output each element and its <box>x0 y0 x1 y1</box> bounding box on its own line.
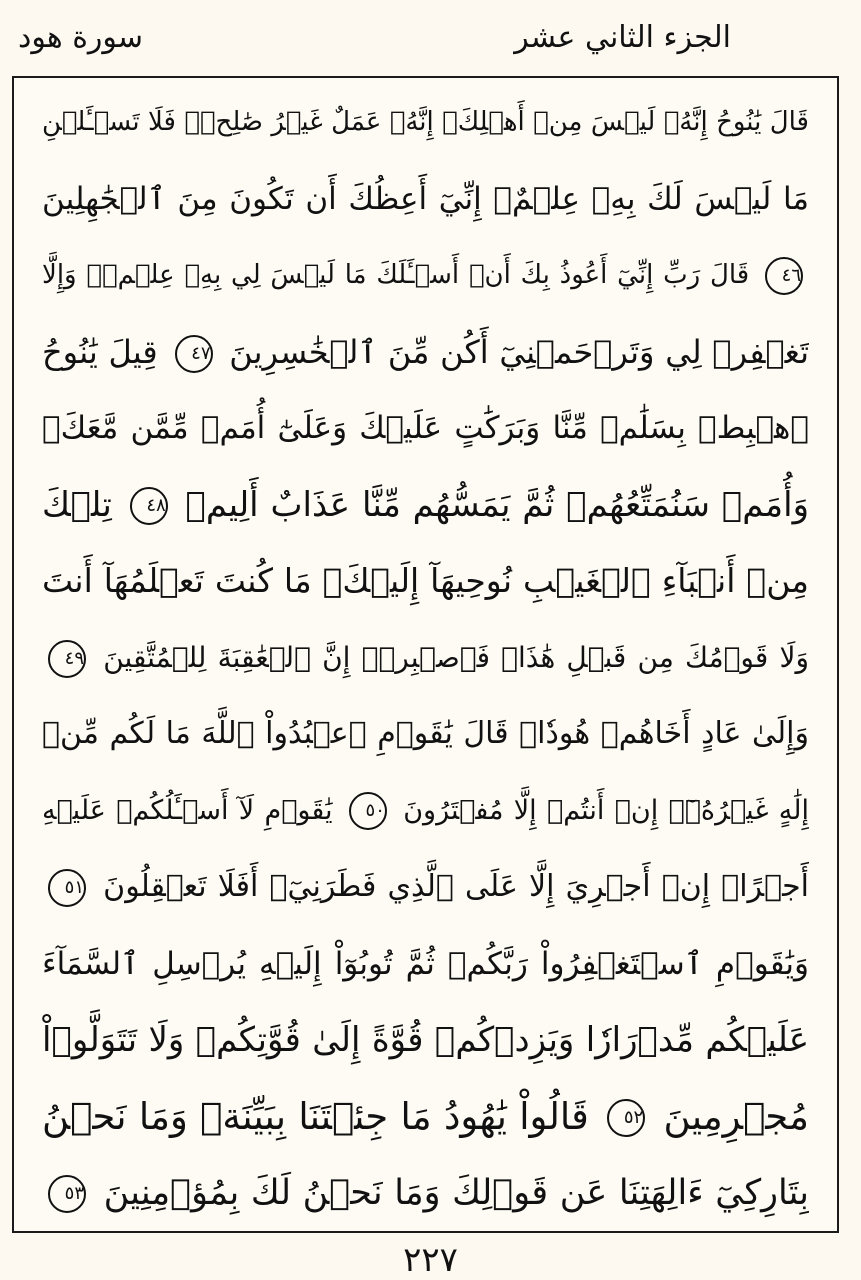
verse-line-1 <box>42 84 809 161</box>
ayah-marker: ٤٧ <box>175 335 213 373</box>
verse-line-5 <box>42 390 809 467</box>
line-text: تَغۡفِرۡ لِي وَتَرۡحَمۡنِيٓ أَكُن مِّنَ ٱلۡخَٰسِرِينَ <box>229 332 809 371</box>
line-text: قَالَ يَٰنُوحُ إِنَّهُۥ لَيۡسَ مِنۡ أَهۡلِكَۖ إِنَّهُۥ عَمَلٌ غَيۡرُ صَٰلِحٖۖ فَلَا تَسۡـَٔلۡنِ <box>42 107 809 137</box>
verse-line-6 <box>42 467 809 544</box>
line-text: وَيَٰقَوۡمِ ٱسۡتَغۡفِرُواْ رَبَّكُمۡ ثُمَّ تُوبُوٓاْ إِلَيۡهِ يُرۡسِلِ ٱلسَّمَآءَ <box>42 945 809 982</box>
verse-line-11 <box>42 849 809 926</box>
ayah-marker: ٤٩ <box>48 640 86 678</box>
verse-line-3 <box>42 237 809 314</box>
verses-block <box>42 84 809 1232</box>
ayah-marker: ٥١ <box>48 869 86 907</box>
line-text: قَالُواْ يَٰهُودُ مَا جِئۡتَنَا بِبَيِّنَةٖ وَمَا نَحۡنُ <box>42 1094 589 1138</box>
line-text: مَا لَيۡسَ لَكَ بِهِۦ عِلۡمٌۖ إِنِّيٓ أَعِظُكَ أَن تَكُونَ مِنَ ٱلۡجَٰهِلِينَ <box>42 180 809 217</box>
line-text: بِتَارِكِيٓ ءَالِهَتِنَا عَن قَوۡلِكَ وَمَا نَحۡنُ لَكَ بِمُؤۡمِنِينَ <box>103 1173 809 1213</box>
verse-line-8 <box>42 620 809 697</box>
juz-title: الجزء الثاني عشر <box>514 20 731 55</box>
line-text: قِيلَ يَٰنُوحُ <box>42 332 158 371</box>
verse-line-4 <box>42 314 809 391</box>
line-text: قَالَ رَبِّ إِنِّيٓ أَعُوذُ بِكَ أَنۡ أَسۡـَٔلَكَ مَا لَيۡسَ لِي بِهِۦ عِلۡمٞۖ وَإِلَّا <box>42 260 750 290</box>
page-header <box>18 14 843 64</box>
line-text: يَٰقَوۡمِ لَآ أَسۡـَٔلُكُمۡ عَلَيۡهِ <box>42 794 333 826</box>
line-text: وَأُمَمٞ سَنُمَتِّعُهُمۡ ثُمَّ يَمَسُّهُم مِّنَّا عَذَابٌ أَلِيمٞ <box>185 484 809 525</box>
verse-line-2 <box>42 161 809 238</box>
ayah-marker: ٥٢ <box>607 1099 645 1137</box>
surah-title: سورة هود <box>18 20 144 55</box>
line-text: عَلَيۡكُم مِّدۡرَارٗا وَيَزِدۡكُمۡ قُوَّةً إِلَىٰ قُوَّتِكُمۡ وَلَا تَتَوَلَّوۡاْ <box>42 1020 809 1060</box>
line-text: إِلَٰهٍ غَيۡرُهُۥٓۖ إِنۡ أَنتُمۡ إِلَّا مُفۡتَرُونَ <box>403 794 809 826</box>
line-text: وَإِلَىٰ عَادٍ أَخَاهُمۡ هُودٗاۚ قَالَ يَٰقَوۡمِ ٱعۡبُدُواْ ٱللَّهَ مَا لَكُم مِّنۡ <box>42 716 809 751</box>
verse-line-10 <box>42 773 809 850</box>
verse-line-12 <box>42 926 809 1003</box>
ayah-marker: ٤٦ <box>765 257 803 295</box>
ayah-marker: ٤٨ <box>130 487 168 525</box>
verse-line-9 <box>42 696 809 773</box>
verse-line-14 <box>42 1079 809 1156</box>
text-frame <box>12 76 839 1233</box>
line-text: مِنۡ أَنۢبَآءِ ٱلۡغَيۡبِ نُوحِيهَآ إِلَيۡكَۖ مَا كُنتَ تَعۡلَمُهَآ أَنتَ <box>42 561 809 600</box>
line-text: أَجۡرًاۖ إِنۡ أَجۡرِيَ إِلَّا عَلَى ٱلَّذِي فَطَرَنِيٓۚ أَفَلَا تَعۡقِلُونَ <box>103 869 809 904</box>
page-number: ٢٢٧ <box>403 1240 458 1280</box>
line-text: وَلَا قَوۡمُكَ مِن قَبۡلِ هَٰذَاۖ فَٱصۡبِرۡۖ إِنَّ ٱلۡعَٰقِبَةَ لِلۡمُتَّقِينَ <box>103 640 809 674</box>
line-text: ٱهۡبِطۡ بِسَلَٰمٖ مِّنَّا وَبَرَكَٰتٍ عَلَيۡكَ وَعَلَىٰٓ أُمَمٖ مِّمَّن مَّعَكَۚ <box>42 410 809 446</box>
verse-line-13 <box>42 1002 809 1079</box>
line-text: تِلۡكَ <box>42 484 112 525</box>
verse-line-7 <box>42 543 809 620</box>
verse-line-15 <box>42 1155 809 1232</box>
line-text: مُجۡرِمِينَ <box>663 1094 809 1138</box>
ayah-marker: ٥٠ <box>349 792 387 830</box>
ayah-marker: ٥٣ <box>48 1175 86 1213</box>
